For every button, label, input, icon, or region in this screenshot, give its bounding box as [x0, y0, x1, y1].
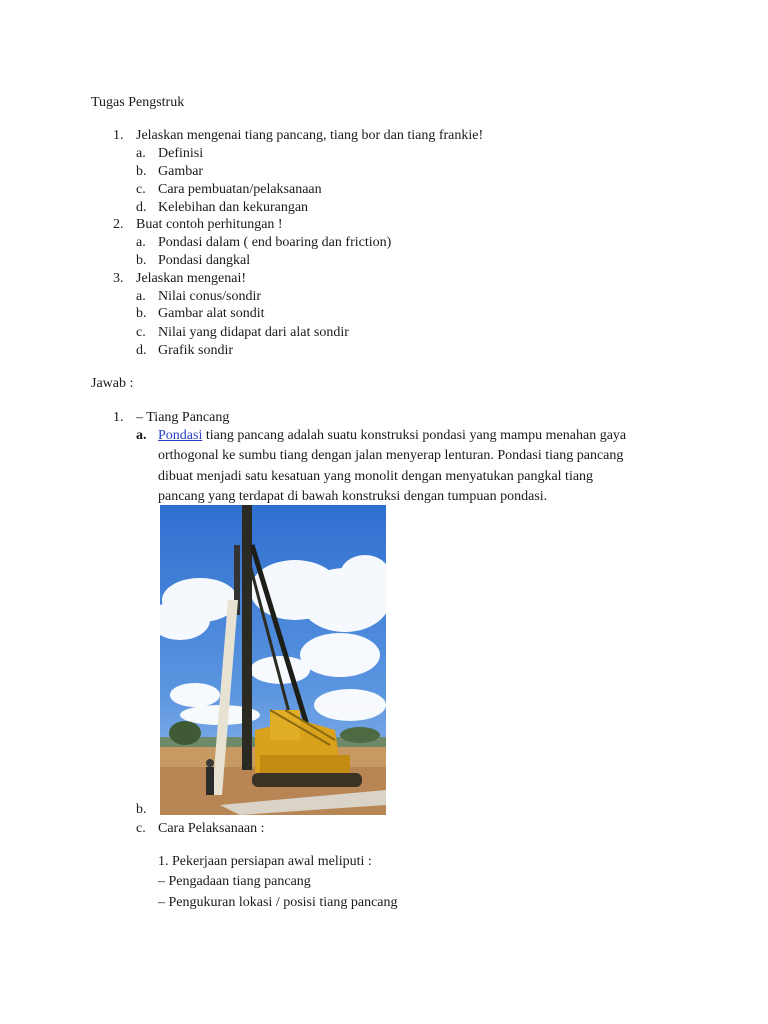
- answer-label: Jawab :: [91, 376, 134, 391]
- list-marker: a.: [136, 428, 147, 443]
- q1-text: Jelaskan mengenai tiang pancang, tiang bor dan tiang frankie!: [136, 128, 484, 143]
- procedure-substep: – Pengukuran lokasi / posisi tiang pancang: [158, 895, 398, 910]
- q2-number: 2.: [113, 217, 124, 232]
- list-marker: d.: [136, 343, 147, 358]
- q1-number: 1.: [113, 128, 124, 143]
- procedure-substep: – Pengadaan tiang pancang: [158, 874, 311, 889]
- list-marker: c.: [136, 182, 146, 197]
- list-item: Definisi: [158, 146, 204, 161]
- list-marker: a.: [136, 146, 146, 161]
- list-marker: b.: [136, 802, 147, 817]
- list-item: Kelebihan dan kekurangan: [158, 200, 309, 215]
- list-marker: c.: [136, 821, 146, 836]
- list-item: Pondasi dalam ( end boaring dan friction): [158, 235, 392, 250]
- q2-text: Buat contoh perhitungan !: [136, 217, 283, 232]
- list-item: Gambar: [158, 164, 204, 179]
- doc-title: Tugas Pengstruk: [91, 95, 185, 110]
- list-marker: b.: [136, 253, 147, 268]
- list-marker: c.: [136, 325, 146, 340]
- list-item: Gambar alat sondit: [158, 306, 265, 321]
- a1-heading: – Tiang Pancang: [136, 410, 230, 425]
- definition-line-1: Pondasi tiang pancang adalah suatu konstruksi pondasi yang mampu menahan gaya: [158, 428, 627, 443]
- a1-number: 1.: [113, 410, 124, 425]
- list-marker: a.: [136, 235, 146, 250]
- list-item: Pondasi dangkal: [158, 253, 251, 268]
- q3-number: 3.: [113, 271, 124, 286]
- list-item: Nilai conus/sondir: [158, 289, 262, 304]
- definition-line-4: pancang yang terdapat di bawah konstruksi dengan tumpuan pondasi.: [158, 489, 548, 504]
- list-item: Grafik sondir: [158, 343, 234, 358]
- list-marker: b.: [136, 164, 147, 179]
- pile-driver-illustration: [160, 505, 386, 815]
- definition-line-2: orthogonal ke sumbu tiang dengan jalan menyerap lenturan. Pondasi tiang pancang: [158, 448, 624, 463]
- list-marker: a.: [136, 289, 146, 304]
- list-item: Nilai yang didapat dari alat sondir: [158, 325, 349, 340]
- procedure-heading: Cara Pelaksanaan :: [158, 821, 265, 836]
- list-marker: d.: [136, 200, 147, 215]
- definition-line-3: dibuat menjadi satu kesatuan yang monolit dengan menyatukan pangkal tiang: [158, 469, 594, 484]
- pile-driver-photo: [160, 505, 386, 815]
- q3-text: Jelaskan mengenai!: [136, 271, 247, 286]
- list-marker: b.: [136, 306, 147, 321]
- procedure-step: 1. Pekerjaan persiapan awal meliputi :: [158, 854, 372, 869]
- list-item: Cara pembuatan/pelaksanaan: [158, 182, 322, 197]
- pondasi-link[interactable]: Pondasi: [158, 428, 203, 443]
